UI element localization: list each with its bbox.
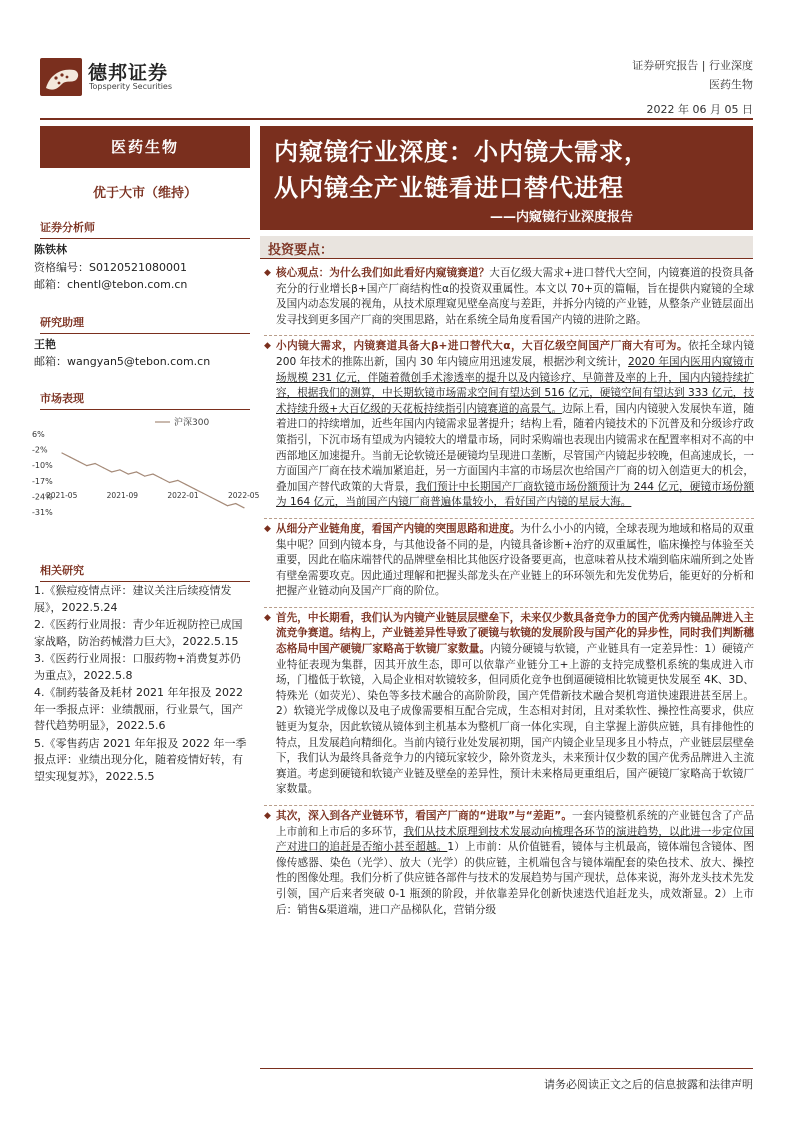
related-research-list xyxy=(34,583,248,786)
analyst-section-title: 证券分析师 xyxy=(40,219,250,239)
related-section-title: 相关研究 xyxy=(40,562,250,582)
analyst-name: 陈铁林 xyxy=(34,243,67,256)
sector-label: 医药生物 xyxy=(40,126,250,168)
key-points-label: 投资要点： xyxy=(268,243,334,258)
report-subtitle: ——内窥镜行业深度报告 xyxy=(489,210,633,225)
series-point xyxy=(161,478,162,479)
y-tick-label: -31% xyxy=(32,508,53,517)
rating: 优于大市（维持） xyxy=(92,186,197,201)
series-point xyxy=(78,461,79,462)
key-point-text: 边际上看，国内内镜驶入发展快车道，随着进口的持续增加，近些年国内内镜需求显著提升；结构上看，随着内镜技术的下沉普及和分级诊疗政策指引，下沉市场有望成为内镜较大的增量市场，同时采购端也表现出内镜需求在配置率相对不高的中西部地区加速提升。当前无论软镜还是硬镜均呈现进口垄断，尽管国产内镜起步较晚，但高速成长，一方面国产厂商在技术端加紧追赶，另一方面国内丰富的市场层次也给国产厂商的切入创造更大的机会，叠加国产替代政策的大背景， xyxy=(276,402,755,493)
series-point xyxy=(202,492,203,493)
series-point xyxy=(210,497,211,498)
y-tick-label: -10% xyxy=(32,461,53,471)
y-tick-label: -17% xyxy=(32,476,53,486)
key-point-text: 内镜分硬镜与软镜，产业链具有一定差异性：1）硬镜产业特征表现为集群，因其开放生态，即可以依靠产业链分工+上游的支持完成整机系统的集成进入市场，门槛低于软镜，入局企业相对软镜较多，但同质化竞争也倒逼硬镜相比软镜更快发展至 4K、3D、特殊光（如荧光）、染色等多技术融合的高阶阶段，国产凭借新技术融合契机弯道快速跟进甚至居上。2）软镜光学成像以及电子成像需要相互配合完成，生态相对封闭，且对柔软性、操控性高要求，供应链更为复杂，因此软镜从镜体到主机基本为整机厂商一体化实现，自主掌握上游供应链，具有排他性的特点，且发展趋向精细化。当前内镜行业处发展初期，国产内镜企业呈现多且小特点，产业链层层壁垒下，我们认为最终具备竞争力的内镜玩家较少，除外资龙头，未来预计仅少数的国产优秀品牌进入主流赛道。考虑到硬镜和软镜产业链及壁垒的差异性，预计未来格局更重组后，国产硬镜厂家略高于软镜厂家数量。 xyxy=(276,643,754,796)
leopard-icon xyxy=(40,58,82,96)
footer-disclaimer[interactable]: 请务必阅读正文之后的信息披露和法律声明 xyxy=(544,1078,753,1091)
key-point-lead: 其次，深入到各产业链环节，看国产厂商的“进取”与“差距”。 xyxy=(276,810,573,822)
key-point xyxy=(264,518,754,600)
series-point xyxy=(128,473,129,474)
key-point-lead: 首先，中长期看，我们认为内镜产业链层层壁垒下，未来仅少数具备竞争力的国产优秀内镜品牌进入主流竞争赛道。结构上，产业链差异性导致了硬镜与软镜的发展阶段与国产化的异步性，同时我们判断穗态格局中国产硬镜厂家略高于软镜厂家数量。 xyxy=(276,611,754,656)
series-point xyxy=(119,469,120,470)
assistant-section-title: 研究助理 xyxy=(40,314,250,334)
header-sector: 医药生物 xyxy=(709,78,753,91)
footer-divider xyxy=(260,1068,753,1069)
y-axis xyxy=(32,430,53,517)
series-point xyxy=(70,457,71,458)
related-item[interactable]: 4.《制药装备及耗材 2021 年年报及 2022 年一季报点评：业绩靓丽，行业景气，国产替代趋势明显》，2022.5.6 xyxy=(34,686,243,732)
legend-label: 沪深300 xyxy=(174,418,210,428)
analyst-email[interactable]: 邮箱：chentl@tebon.com.cn xyxy=(34,278,188,291)
analyst-cert: 资格编号：S0120521080001 xyxy=(34,261,187,274)
key-point-text: 大百亿级大需求+进口替代大空间，内镜赛道的投资具备充分的行业增长β+国产厂商结构性α的投资双重属性。本文以 70+页的篇幅，旨在提供内窥镜的全球及国内动态发展的视角，从技术原理窥见壁垒高度与差距，并拆分内镜的产业链，从整条产业链层面出发寻找到更多国产厂商的突围思路，站在系统全局角度看国产内镜的进阶之路。 xyxy=(276,267,755,326)
key-point xyxy=(264,607,754,798)
series-point xyxy=(219,501,220,502)
series-point xyxy=(169,482,170,483)
key-point-highlight: 我们从技术原理到技术发展动向梳理各环节的演进趋势，以此进一步定位国产对进口的追赶是否缩小甚至超越。 xyxy=(276,825,755,854)
logo-mark xyxy=(40,58,82,96)
report-title-line2: 从内镜全产业链看进口替代进程 xyxy=(274,173,624,202)
header-divider xyxy=(40,118,753,120)
logo-text: 德邦证券 xyxy=(88,62,169,84)
series-line-hs300 xyxy=(62,453,244,508)
series-point xyxy=(144,476,145,477)
series-point xyxy=(185,484,186,485)
series-point xyxy=(136,471,137,472)
assistant-name: 王艳 xyxy=(34,338,56,351)
logo-subtext: Topsperity Securities xyxy=(89,82,173,91)
related-item[interactable]: 2.《医药行业周报：青少年近视防控已成国家战略，防治药械潜力巨大》，2022.5.15 xyxy=(34,618,243,648)
report-date: 2022 年 06 月 05 日 xyxy=(646,103,753,116)
x-tick-label: 2021-05 xyxy=(46,490,78,500)
series-point xyxy=(94,463,95,464)
x-tick-label: 2022-01 xyxy=(167,490,199,500)
series-point xyxy=(243,507,244,508)
x-tick-label: 2021-09 xyxy=(106,490,139,500)
key-point-text: 一套内镜整机系统的产业链包含了产品上市前和上市后的多环节， xyxy=(276,810,754,838)
report-title-line1: 内窥镜行业深度：小内镜大需求， xyxy=(274,137,649,166)
key-point-highlight: 2020 年国内医用内窥镜市场规模 231 亿元，伴随着微创手术渗透率的提升以及内镜诊疗、早筛普及率的上升，国内内镜持续扩容，根据我们的测算，中长期软镜市场需求空间有望达到 516 亿元，硬镜空间有望达到 333 亿元，技术持续升级+大百亿级的天花板持续指引内镜赛道的高景气。 xyxy=(276,355,754,415)
series-point xyxy=(152,473,153,474)
key-point-lead: 小内镜大需求，内镜赛道具备大β+进口替代大α，大百亿级空间国产厂商大有可为。 xyxy=(276,340,689,353)
series-point xyxy=(177,480,178,481)
key-points-header xyxy=(260,236,753,259)
key-point-text: 依托全球内镜 200 年技术的推陈出新，国内 30 年内镜应用迅速发展，根据沙利文统计， xyxy=(276,340,754,368)
x-axis xyxy=(46,491,260,500)
y-tick-label: 6% xyxy=(32,430,45,439)
market-chart xyxy=(30,412,260,524)
related-item[interactable]: 5.《零售药店 2021 年年报及 2022 年一季报点评：业绩出现分化，随着疫情好转，有望实现复苏》，2022.5.5 xyxy=(34,736,247,783)
key-point-text: 为什么小小的内镜，全球表现为地域和格局的双重集中呢？回到内镜本身，与其他设备不同的是，内镜具备诊断+治疗的双重属性，临床操控与体验至关重要，因此在临床端替代的品牌壁垒相比其他医疗设备要更高，也意味着从技术端到临床端所到之处皆有壁垒需要攻克。因此通过理解和把握头部龙头在产业链上的环环领先和先发优势后，能更好的分析和把握产业链动向及国产厂商的阶位。 xyxy=(276,522,755,598)
key-point-highlight: 我们预计中长期国产厂商软镜市场份额预计为 244 亿元，硬镜市场份额为 164 亿元，当前国产内镜厂商普遍体量较小，看好国产内镜的星辰大海。 xyxy=(276,480,755,509)
key-points-body xyxy=(264,266,754,925)
y-tick-label: -2% xyxy=(32,445,48,455)
key-point xyxy=(264,266,754,328)
key-point-text: 1）上市前：从价值链看，镜体与主机最高，镜体端包含镜体、图像传感器、染色（光学）、放大（光学）的供应链，主机端包含与镜体端配套的染色技术、放大、操控性的图像处理。我们分析了供应链各部件与技术的发展趋势与国产现状，总体来说，海外龙头技术先发引领，国产后来者突破 0-1 瓶颈的阶段，并依靠差异化创新快速迭代追赶龙头，成效渐显。2）上市后：销售&渠道端，进口产品梯队化，营销分级 xyxy=(276,841,754,916)
key-point xyxy=(264,335,754,511)
key-point xyxy=(264,805,754,918)
key-point-lead: 核心观点：为什么我们如此看好内窥镜赛道？ xyxy=(276,267,490,279)
market-section-title: 市场表现 xyxy=(40,390,250,410)
related-item[interactable]: 3.《医药行业周报：口服药物+消费复苏仍为重点》，2022.5.8 xyxy=(34,652,241,682)
key-point-lead: 从细分产业链角度，看国产内镜的突围思路和进度。 xyxy=(276,522,521,535)
related-item[interactable]: 1.《猴痘疫情点评：建议关注后续疫情发展》，2022.5.24 xyxy=(34,584,232,614)
title-banner xyxy=(260,126,753,230)
report-type: 证券研究报告 | 行业深度 xyxy=(632,59,753,72)
assistant-email[interactable]: 邮箱：wangyan5@tebon.com.cn xyxy=(34,355,211,368)
series-point xyxy=(235,503,236,504)
series-point xyxy=(194,488,195,489)
y-tick-label: -24% xyxy=(32,492,53,502)
series-point xyxy=(61,452,62,453)
series-point xyxy=(86,465,87,466)
series-point xyxy=(227,505,228,506)
series-point xyxy=(103,467,104,468)
series-point xyxy=(111,471,112,472)
x-tick-label: 2022-05 xyxy=(228,490,260,500)
